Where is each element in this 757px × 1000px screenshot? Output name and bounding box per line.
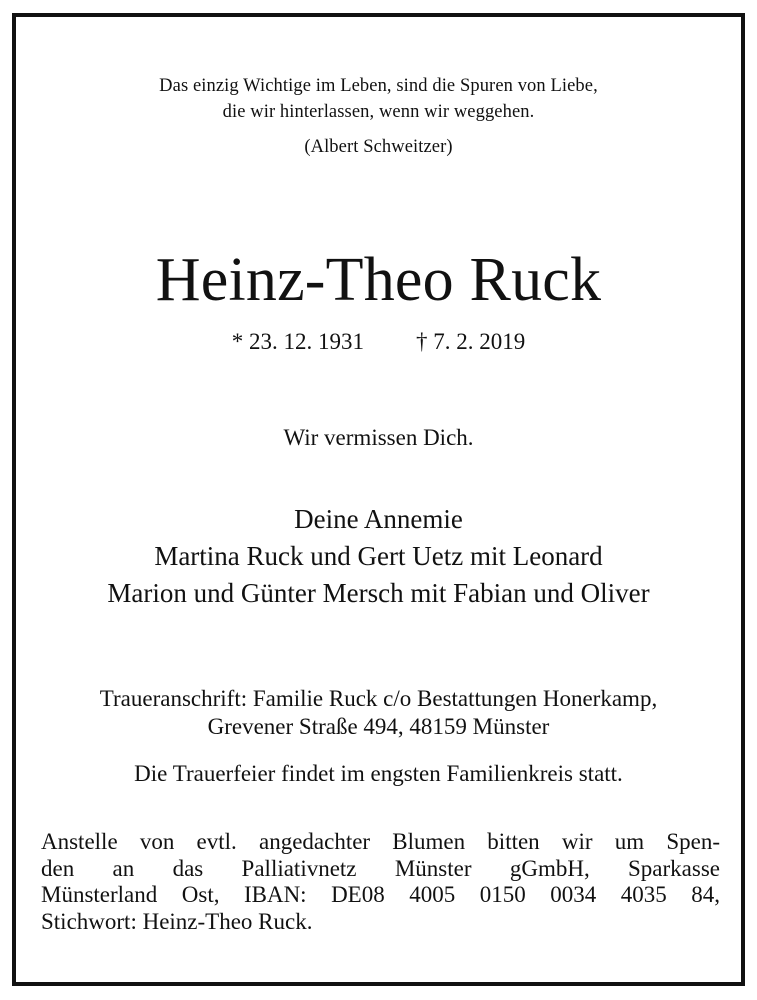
mourning-address-line-2: Grevener Straße 494, 48159 Münster bbox=[207, 714, 550, 739]
quote-line-1: Das einzig Wichtige im Leben, sind die Spuren von Liebe, bbox=[159, 76, 598, 96]
closing-message: Wir vermissen Dich. bbox=[283, 425, 474, 450]
death-date: † 7. 2. 2019 bbox=[416, 329, 526, 354]
ceremony-note: Die Trauerfeier findet im engsten Familienkreis statt. bbox=[134, 761, 623, 786]
donation-line: Stichwort: Heinz-Theo Ruck. bbox=[41, 908, 313, 934]
mourning-address-line-1: Traueranschrift: Familie Ruck c/o Bestattungen Honerkamp, bbox=[99, 686, 658, 711]
donation-line: Münsterland Ost, IBAN: DE08 4005 0150 0034 4035 84, bbox=[41, 882, 720, 907]
donation-line: Anstelle von evtl. angedachter Blumen bitten wir um Spen- bbox=[41, 829, 720, 854]
quote-author: (Albert Schweitzer) bbox=[304, 137, 453, 157]
obituary-notice bbox=[12, 13, 745, 986]
deceased-name: Heinz-Theo Ruck bbox=[155, 246, 602, 314]
life-dates bbox=[16, 329, 741, 355]
donation-paragraph bbox=[41, 829, 720, 935]
birth-date: * 23. 12. 1931 bbox=[231, 329, 364, 354]
quote-line-2: die wir hinterlassen, wenn wir weggehen. bbox=[222, 102, 535, 122]
mourner-line: Deine Annemie bbox=[294, 504, 463, 534]
mourner-line: Marion und Günter Mersch mit Fabian und Oliver bbox=[107, 578, 650, 608]
mourner-line: Martina Ruck und Gert Uetz mit Leonard bbox=[154, 541, 603, 571]
donation-line: den an das Palliativnetz Münster gGmbH, Sparkasse bbox=[41, 855, 720, 881]
